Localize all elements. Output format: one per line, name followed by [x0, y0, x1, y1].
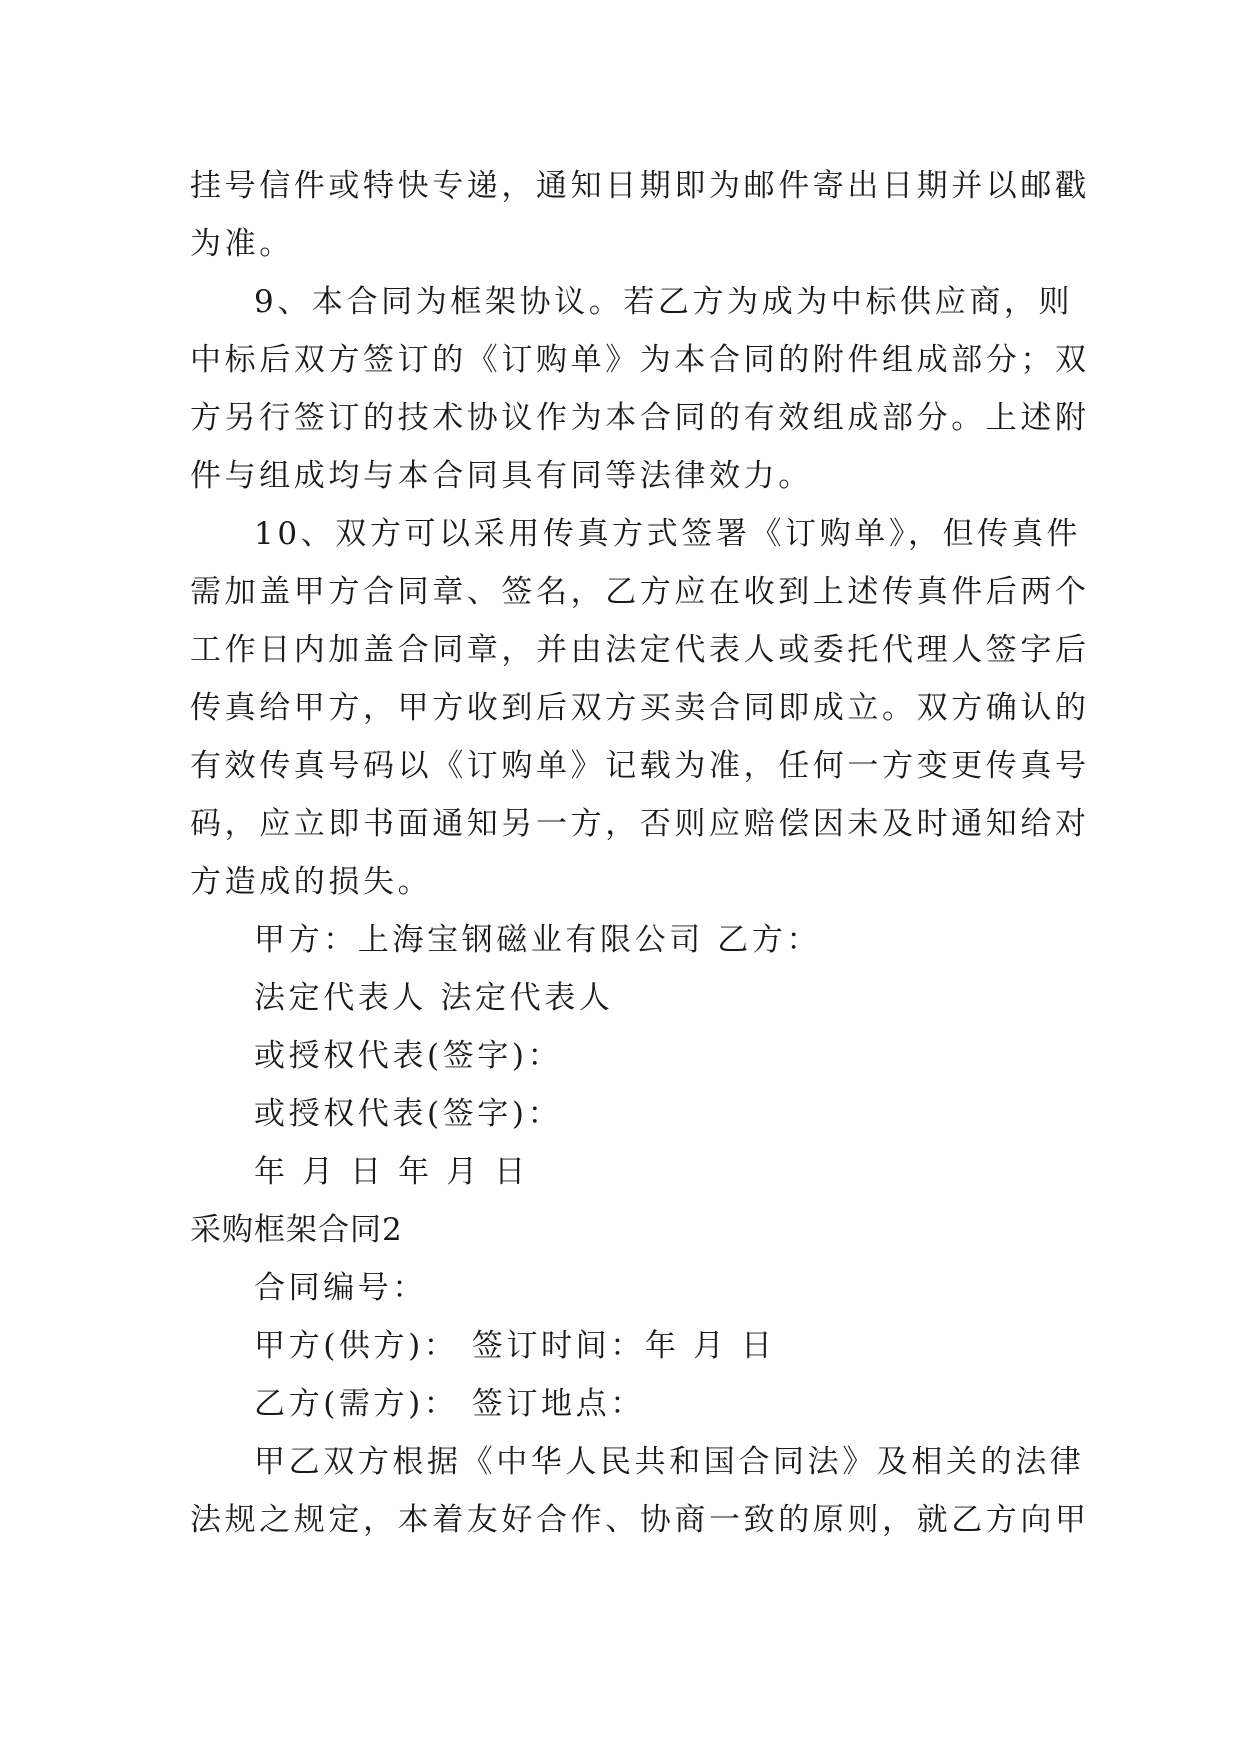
paragraph-8-line-1: 挂号信件或特快专递，通知日期即为邮件寄出日期并以邮戳 — [190, 168, 1090, 204]
clause-10-line-6: 码，应立即书面通知另一方，否则应赔偿因未及时通知给对 — [190, 806, 1090, 842]
clause-9-line-1: 9、本合同为框架协议。若乙方为成为中标供应商，则 — [254, 284, 1074, 320]
signature-legal-representatives: 法定代表人 法定代表人 — [254, 980, 614, 1016]
document-body — [190, 157, 1090, 1549]
preamble-line-2: 法规之规定，本着友好合作、协商一致的原则，就乙方向甲 — [190, 1502, 1090, 1538]
clause-9-line-2: 中标后双方签订的《订购单》为本合同的附件组成部分；双 — [190, 342, 1090, 378]
clause-9-line-3: 方另行签订的技术协议作为本合同的有效组成部分。上述附 — [190, 400, 1090, 436]
signature-authorized-2: 或授权代表(签字)： — [254, 1096, 563, 1132]
party-a-supplier: 甲方(供方)： 签订时间：年 月 日 — [254, 1328, 776, 1364]
signature-parties: 甲方：上海宝钢磁业有限公司 乙方： — [254, 922, 822, 958]
clause-10-line-7: 方造成的损失。 — [190, 864, 433, 900]
clause-10-line-2: 需加盖甲方合同章、签名，乙方应在收到上述传真件后两个 — [190, 574, 1090, 610]
party-b-buyer: 乙方(需方)： 签订地点： — [254, 1386, 645, 1422]
preamble-line-1: 甲乙双方根据《中华人民共和国合同法》及相关的法律 — [254, 1444, 1085, 1480]
contract-number: 合同编号： — [254, 1270, 427, 1306]
signature-dates: 年 月 日 年 月 日 — [254, 1154, 529, 1190]
clause-10-line-4: 传真给甲方，甲方收到后双方买卖合同即成立。双方确认的 — [190, 690, 1090, 726]
clause-10-line-5: 有效传真号码以《订购单》记载为准，任何一方变更传真号 — [190, 748, 1090, 784]
clause-10-line-1: 10、双方可以采用传真方式签署《订购单》，但传真件 — [254, 516, 1081, 552]
clause-9-line-4: 件与组成均与本合同具有同等法律效力。 — [190, 458, 813, 494]
paragraph-8-line-2: 为准。 — [190, 226, 294, 262]
signature-authorized-1: 或授权代表(签字)： — [254, 1038, 563, 1074]
clause-10-line-3: 工作日内加盖合同章，并由法定代表人或委托代理人签字后 — [190, 632, 1090, 668]
contract-2-title: 采购框架合同2 — [190, 1212, 403, 1248]
